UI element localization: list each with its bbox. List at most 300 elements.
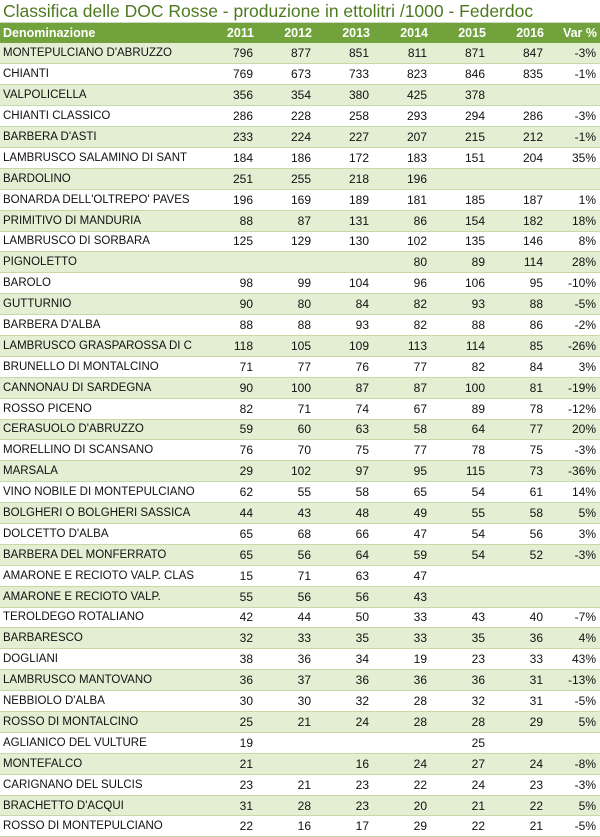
- cell-2014: 77: [373, 440, 431, 461]
- header-2016: 2016: [489, 23, 547, 43]
- cell-2016: 187: [489, 189, 547, 210]
- table-row: [0, 816, 600, 837]
- cell-2014: 811: [373, 43, 431, 64]
- cell-2011: [199, 252, 257, 273]
- table-row: [0, 774, 600, 795]
- cell-2013: 50: [315, 607, 373, 628]
- cell-2011: 25: [199, 712, 257, 733]
- cell-2012: 673: [257, 64, 315, 85]
- cell-2014: 82: [373, 315, 431, 336]
- cell-var-percent: 5%: [547, 712, 600, 733]
- cell-denominazione: ROSSO DI MONTALCINO: [0, 712, 199, 733]
- table-row: [0, 440, 600, 461]
- cell-2012: 100: [257, 377, 315, 398]
- header-2011: 2011: [199, 23, 257, 43]
- cell-denominazione: LAMBRUSCO DI SORBARA: [0, 231, 199, 252]
- cell-2014: 47: [373, 523, 431, 544]
- cell-2014: 47: [373, 565, 431, 586]
- cell-2011: 31: [199, 795, 257, 816]
- cell-2011: 29: [199, 461, 257, 482]
- cell-2011: 21: [199, 753, 257, 774]
- cell-denominazione: ROSSO DI MONTEPULCIANO: [0, 816, 199, 837]
- table-row: [0, 607, 600, 628]
- cell-2015: 55: [431, 503, 489, 524]
- cell-var-percent: -3%: [547, 43, 600, 64]
- cell-denominazione: BARBERA D'ALBA: [0, 315, 199, 336]
- cell-2014: 425: [373, 85, 431, 106]
- table-row: [0, 691, 600, 712]
- cell-2016: 22: [489, 795, 547, 816]
- cell-2011: 82: [199, 398, 257, 419]
- header-2015: 2015: [431, 23, 489, 43]
- cell-2014: 65: [373, 482, 431, 503]
- cell-denominazione: BARBARESCO: [0, 628, 199, 649]
- cell-2013: 733: [315, 64, 373, 85]
- cell-2013: 64: [315, 544, 373, 565]
- cell-2011: 88: [199, 210, 257, 231]
- cell-2016: 73: [489, 461, 547, 482]
- cell-denominazione: GUTTURNIO: [0, 294, 199, 315]
- cell-2016: 847: [489, 43, 547, 64]
- cell-denominazione: BARDOLINO: [0, 168, 199, 189]
- cell-2015: 89: [431, 252, 489, 273]
- cell-2011: 65: [199, 544, 257, 565]
- table-row: [0, 482, 600, 503]
- cell-2012: 105: [257, 335, 315, 356]
- cell-2016: 52: [489, 544, 547, 565]
- cell-2011: 62: [199, 482, 257, 503]
- cell-2013: 172: [315, 147, 373, 168]
- cell-2014: 77: [373, 356, 431, 377]
- table-row: [0, 43, 600, 64]
- cell-2014: 43: [373, 586, 431, 607]
- cell-2015: 846: [431, 64, 489, 85]
- cell-denominazione: CARIGNANO DEL SULCIS: [0, 774, 199, 795]
- cell-2011: 71: [199, 356, 257, 377]
- cell-2014: 49: [373, 503, 431, 524]
- cell-2011: 233: [199, 127, 257, 148]
- cell-2012: 68: [257, 523, 315, 544]
- cell-2011: 90: [199, 294, 257, 315]
- cell-2015: 25: [431, 732, 489, 753]
- cell-2012: 21: [257, 774, 315, 795]
- cell-2012: 28: [257, 795, 315, 816]
- cell-var-percent: [547, 85, 600, 106]
- cell-denominazione: BOLGHERI O BOLGHERI SASSICA: [0, 503, 199, 524]
- cell-2015: 93: [431, 294, 489, 315]
- table-row: [0, 649, 600, 670]
- cell-2013: 109: [315, 335, 373, 356]
- cell-2016: 84: [489, 356, 547, 377]
- table-row: [0, 168, 600, 189]
- cell-2016: 24: [489, 753, 547, 774]
- cell-2011: 76: [199, 440, 257, 461]
- cell-2013: 34: [315, 649, 373, 670]
- cell-2013: 218: [315, 168, 373, 189]
- cell-2015: 82: [431, 356, 489, 377]
- cell-2014: 87: [373, 377, 431, 398]
- cell-2014: [373, 732, 431, 753]
- cell-2014: 181: [373, 189, 431, 210]
- cell-2011: 796: [199, 43, 257, 64]
- cell-2012: 169: [257, 189, 315, 210]
- cell-2012: 88: [257, 315, 315, 336]
- cell-2015: 215: [431, 127, 489, 148]
- cell-2011: 36: [199, 670, 257, 691]
- cell-2014: 28: [373, 691, 431, 712]
- cell-2016: 31: [489, 670, 547, 691]
- cell-2016: 75: [489, 440, 547, 461]
- cell-2013: 131: [315, 210, 373, 231]
- cell-2016: 85: [489, 335, 547, 356]
- table-row: [0, 252, 600, 273]
- cell-2011: 15: [199, 565, 257, 586]
- cell-2015: 23: [431, 649, 489, 670]
- table-row: [0, 628, 600, 649]
- cell-2014: 67: [373, 398, 431, 419]
- cell-2013: 16: [315, 753, 373, 774]
- cell-2012: 228: [257, 106, 315, 127]
- cell-2014: 33: [373, 628, 431, 649]
- cell-2014: 58: [373, 419, 431, 440]
- cell-denominazione: MARSALA: [0, 461, 199, 482]
- table-row: [0, 189, 600, 210]
- table-row: [0, 523, 600, 544]
- cell-2015: 135: [431, 231, 489, 252]
- table-row: [0, 335, 600, 356]
- cell-denominazione: LAMBRUSCO SALAMINO DI SANT: [0, 147, 199, 168]
- cell-2015: [431, 168, 489, 189]
- cell-2016: 204: [489, 147, 547, 168]
- cell-2015: 54: [431, 544, 489, 565]
- cell-2014: 102: [373, 231, 431, 252]
- cell-2013: 24: [315, 712, 373, 733]
- cell-2016: 31: [489, 691, 547, 712]
- cell-var-percent: 18%: [547, 210, 600, 231]
- cell-2014: 29: [373, 816, 431, 837]
- cell-2012: 43: [257, 503, 315, 524]
- header-var-percent: Var %: [547, 23, 600, 43]
- cell-2016: 286: [489, 106, 547, 127]
- cell-2011: 356: [199, 85, 257, 106]
- table-row: [0, 712, 600, 733]
- cell-2013: 35: [315, 628, 373, 649]
- cell-2013: 87: [315, 377, 373, 398]
- cell-2012: 354: [257, 85, 315, 106]
- cell-denominazione: PRIMITIVO DI MANDURIA: [0, 210, 199, 231]
- cell-2016: 88: [489, 294, 547, 315]
- cell-2013: 17: [315, 816, 373, 837]
- cell-var-percent: 3%: [547, 523, 600, 544]
- cell-var-percent: -1%: [547, 127, 600, 148]
- cell-2013: 66: [315, 523, 373, 544]
- cell-2012: 71: [257, 565, 315, 586]
- table-row: [0, 503, 600, 524]
- cell-2014: 19: [373, 649, 431, 670]
- cell-2013: 380: [315, 85, 373, 106]
- cell-2012: [257, 732, 315, 753]
- cell-denominazione: CANNONAU DI SARDEGNA: [0, 377, 199, 398]
- cell-var-percent: -2%: [547, 315, 600, 336]
- cell-denominazione: AGLIANICO DEL VULTURE: [0, 732, 199, 753]
- cell-2015: [431, 565, 489, 586]
- cell-var-percent: -3%: [547, 544, 600, 565]
- cell-2013: 84: [315, 294, 373, 315]
- cell-2012: 37: [257, 670, 315, 691]
- cell-2013: 227: [315, 127, 373, 148]
- cell-2013: 23: [315, 774, 373, 795]
- cell-2016: 78: [489, 398, 547, 419]
- cell-2013: 189: [315, 189, 373, 210]
- header-2013: 2013: [315, 23, 373, 43]
- table-row: [0, 544, 600, 565]
- cell-2014: 28: [373, 712, 431, 733]
- cell-2013: 258: [315, 106, 373, 127]
- header-denominazione: Denominazione: [0, 23, 199, 43]
- page-title: Classifica delle DOC Rosse - produzione in ettolitri /1000 - Federdoc: [0, 0, 600, 23]
- cell-2013: 130: [315, 231, 373, 252]
- cell-var-percent: [547, 586, 600, 607]
- cell-2013: 63: [315, 565, 373, 586]
- cell-2011: 30: [199, 691, 257, 712]
- cell-2013: 36: [315, 670, 373, 691]
- cell-var-percent: 20%: [547, 419, 600, 440]
- cell-var-percent: 5%: [547, 795, 600, 816]
- cell-2013: 63: [315, 419, 373, 440]
- cell-2014: 95: [373, 461, 431, 482]
- cell-2014: 196: [373, 168, 431, 189]
- cell-2014: 80: [373, 252, 431, 273]
- cell-2016: [489, 586, 547, 607]
- cell-2012: 55: [257, 482, 315, 503]
- cell-2012: [257, 753, 315, 774]
- cell-2016: 95: [489, 273, 547, 294]
- cell-2011: 98: [199, 273, 257, 294]
- cell-2016: 21: [489, 816, 547, 837]
- cell-denominazione: BARBERA D'ASTI: [0, 127, 199, 148]
- cell-2014: 24: [373, 753, 431, 774]
- cell-2015: 114: [431, 335, 489, 356]
- cell-2013: 74: [315, 398, 373, 419]
- cell-2012: [257, 252, 315, 273]
- cell-2015: 43: [431, 607, 489, 628]
- cell-var-percent: -13%: [547, 670, 600, 691]
- cell-2011: 32: [199, 628, 257, 649]
- table-row: [0, 210, 600, 231]
- cell-2011: 184: [199, 147, 257, 168]
- cell-2016: 212: [489, 127, 547, 148]
- cell-denominazione: BAROLO: [0, 273, 199, 294]
- cell-var-percent: -1%: [547, 64, 600, 85]
- cell-2015: 378: [431, 85, 489, 106]
- cell-2015: 185: [431, 189, 489, 210]
- cell-2013: 76: [315, 356, 373, 377]
- cell-denominazione: MONTEFALCO: [0, 753, 199, 774]
- cell-var-percent: [547, 168, 600, 189]
- cell-2011: 125: [199, 231, 257, 252]
- table-row: [0, 732, 600, 753]
- cell-2012: 87: [257, 210, 315, 231]
- cell-2012: 30: [257, 691, 315, 712]
- cell-2016: 86: [489, 315, 547, 336]
- cell-2014: 183: [373, 147, 431, 168]
- cell-var-percent: -7%: [547, 607, 600, 628]
- cell-2011: 44: [199, 503, 257, 524]
- table-row: [0, 85, 600, 106]
- table-body: [0, 43, 600, 837]
- cell-2012: 56: [257, 544, 315, 565]
- cell-2013: 97: [315, 461, 373, 482]
- header-2014: 2014: [373, 23, 431, 43]
- cell-denominazione: CHIANTI CLASSICO: [0, 106, 199, 127]
- cell-2013: 58: [315, 482, 373, 503]
- cell-2015: 28: [431, 712, 489, 733]
- cell-2015: 154: [431, 210, 489, 231]
- cell-2011: 251: [199, 168, 257, 189]
- cell-2011: 90: [199, 377, 257, 398]
- cell-var-percent: 8%: [547, 231, 600, 252]
- cell-2013: [315, 732, 373, 753]
- table-row: [0, 315, 600, 336]
- table-row: [0, 586, 600, 607]
- cell-2011: 22: [199, 816, 257, 837]
- table-row: [0, 147, 600, 168]
- cell-2015: 871: [431, 43, 489, 64]
- cell-var-percent: 4%: [547, 628, 600, 649]
- cell-2012: 60: [257, 419, 315, 440]
- cell-2016: 146: [489, 231, 547, 252]
- cell-2016: [489, 168, 547, 189]
- cell-2012: 102: [257, 461, 315, 482]
- cell-2015: 100: [431, 377, 489, 398]
- cell-denominazione: LAMBRUSCO GRASPAROSSA DI C: [0, 335, 199, 356]
- cell-2011: 286: [199, 106, 257, 127]
- cell-2015: 78: [431, 440, 489, 461]
- cell-var-percent: 3%: [547, 356, 600, 377]
- cell-2012: 56: [257, 586, 315, 607]
- cell-2012: 80: [257, 294, 315, 315]
- cell-2013: 851: [315, 43, 373, 64]
- cell-2014: 207: [373, 127, 431, 148]
- cell-2013: 32: [315, 691, 373, 712]
- cell-2016: 56: [489, 523, 547, 544]
- cell-2015: 89: [431, 398, 489, 419]
- cell-2015: 54: [431, 523, 489, 544]
- table-row: [0, 231, 600, 252]
- cell-denominazione: CERASUOLO D'ABRUZZO: [0, 419, 199, 440]
- cell-2011: 65: [199, 523, 257, 544]
- cell-2012: 44: [257, 607, 315, 628]
- table-row: [0, 795, 600, 816]
- table-row: [0, 377, 600, 398]
- cell-2012: 186: [257, 147, 315, 168]
- cell-2011: 55: [199, 586, 257, 607]
- cell-2016: [489, 85, 547, 106]
- cell-2013: 75: [315, 440, 373, 461]
- cell-2014: 59: [373, 544, 431, 565]
- cell-2015: 24: [431, 774, 489, 795]
- cell-2012: 36: [257, 649, 315, 670]
- cell-2016: 33: [489, 649, 547, 670]
- cell-2012: 71: [257, 398, 315, 419]
- cell-2013: 93: [315, 315, 373, 336]
- cell-2016: 58: [489, 503, 547, 524]
- cell-2014: 86: [373, 210, 431, 231]
- cell-2011: 42: [199, 607, 257, 628]
- cell-denominazione: BRACHETTO D'ACQUI: [0, 795, 199, 816]
- table-row: [0, 461, 600, 482]
- cell-denominazione: CHIANTI: [0, 64, 199, 85]
- cell-denominazione: DOLCETTO D'ALBA: [0, 523, 199, 544]
- table-row: [0, 670, 600, 691]
- cell-2012: 70: [257, 440, 315, 461]
- cell-2016: 182: [489, 210, 547, 231]
- cell-2011: 23: [199, 774, 257, 795]
- cell-2016: [489, 732, 547, 753]
- cell-2016: 23: [489, 774, 547, 795]
- cell-2012: 77: [257, 356, 315, 377]
- cell-var-percent: -3%: [547, 774, 600, 795]
- cell-2016: 81: [489, 377, 547, 398]
- cell-var-percent: -5%: [547, 691, 600, 712]
- cell-denominazione: MONTEPULCIANO D'ABRUZZO: [0, 43, 199, 64]
- cell-2014: 823: [373, 64, 431, 85]
- cell-2015: 32: [431, 691, 489, 712]
- cell-denominazione: BRUNELLO DI MONTALCINO: [0, 356, 199, 377]
- cell-denominazione: AMARONE E RECIOTO VALP. CLAS: [0, 565, 199, 586]
- cell-2015: 151: [431, 147, 489, 168]
- cell-var-percent: -10%: [547, 273, 600, 294]
- cell-var-percent: [547, 565, 600, 586]
- cell-2014: 20: [373, 795, 431, 816]
- header-2012: 2012: [257, 23, 315, 43]
- cell-2012: 255: [257, 168, 315, 189]
- cell-2011: 38: [199, 649, 257, 670]
- cell-denominazione: BONARDA DELL'OLTREPO' PAVES: [0, 189, 199, 210]
- cell-2013: 56: [315, 586, 373, 607]
- cell-var-percent: 5%: [547, 503, 600, 524]
- cell-2014: 293: [373, 106, 431, 127]
- cell-2012: 224: [257, 127, 315, 148]
- cell-2016: 61: [489, 482, 547, 503]
- cell-2015: 27: [431, 753, 489, 774]
- cell-2012: 33: [257, 628, 315, 649]
- cell-2014: 113: [373, 335, 431, 356]
- cell-2016: 29: [489, 712, 547, 733]
- cell-2012: 129: [257, 231, 315, 252]
- cell-2015: 115: [431, 461, 489, 482]
- cell-var-percent: [547, 732, 600, 753]
- cell-2011: 19: [199, 732, 257, 753]
- cell-denominazione: ROSSO PICENO: [0, 398, 199, 419]
- cell-2014: 96: [373, 273, 431, 294]
- cell-2016: 40: [489, 607, 547, 628]
- cell-var-percent: 35%: [547, 147, 600, 168]
- table-row: [0, 106, 600, 127]
- cell-denominazione: NEBBIOLO D'ALBA: [0, 691, 199, 712]
- table-row: [0, 398, 600, 419]
- cell-var-percent: 1%: [547, 189, 600, 210]
- cell-2016: 36: [489, 628, 547, 649]
- cell-var-percent: -3%: [547, 440, 600, 461]
- cell-denominazione: AMARONE E RECIOTO VALP.: [0, 586, 199, 607]
- cell-var-percent: -19%: [547, 377, 600, 398]
- cell-2011: 118: [199, 335, 257, 356]
- cell-2011: 88: [199, 315, 257, 336]
- table-row: [0, 294, 600, 315]
- cell-2014: 36: [373, 670, 431, 691]
- cell-var-percent: -8%: [547, 753, 600, 774]
